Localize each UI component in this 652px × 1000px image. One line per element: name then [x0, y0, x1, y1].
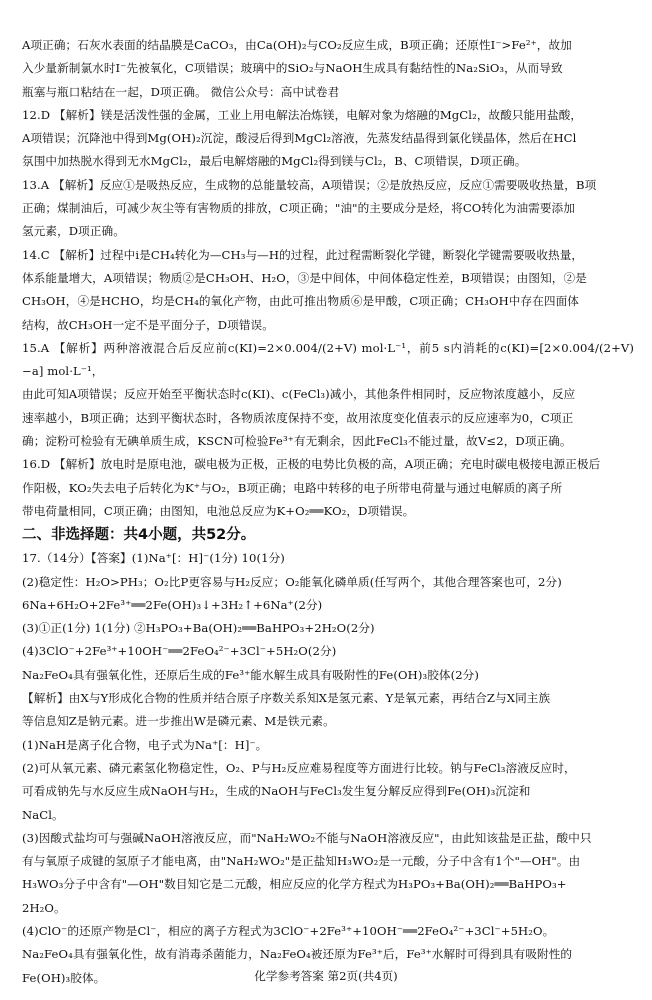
- text-line: (4)3ClO⁻+2Fe³⁺+10OH⁻══2FeO₄²⁻+3Cl⁻+5H₂O(2分): [22, 644, 337, 659]
- text-line: 14.C 【解析】过程中ⅰ是CH₄转化为—CH₃与—H的过程，此过程需断裂化学键，断裂化学键需要吸收热量，: [22, 247, 584, 262]
- text-line: 16.D 【解析】放电时是原电池，碳电极为正极，正极的电势比负极的高，A项正确；充电时碳电极接电源正极后: [22, 457, 601, 472]
- text-line: 速率越小，B项正确；达到平衡状态时，各物质浓度保持不变，故用浓度变化值表示的反应速率为0，C项正: [22, 410, 574, 425]
- text-line: NaCl。: [22, 807, 64, 822]
- answer-block-nonmcq: [22, 547, 634, 990]
- text-line: 带电荷量相同，C项正确；由图知，电池总反应为K+O₂══KO₂，D项错误。: [22, 503, 415, 518]
- text-line: (2)稳定性：H₂O>PH₃；O₂比P更容易与H₂反应；O₂能氧化磷单质(任写两个，其他合理答案也可，2分): [22, 574, 562, 589]
- text-line: Na₂FeO₄具有强氧化性，还原后生成的Fe³⁺能水解生成具有吸附性的Fe(OH)₃胶体(2分): [22, 667, 480, 682]
- text-line: 氛围中加热脱水得到无水MgCl₂，最后电解熔融的MgCl₂得到镁与Cl₂，B、C项错误，D项正确。: [22, 154, 527, 169]
- text-line: 【解析】由X与Y形成化合物的性质并结合原子序数关系知X是氢元素、Y是氧元素，再结合Z与X同主族: [22, 691, 551, 706]
- text-line: 可看成钠先与水反应生成NaOH与H₂，生成的NaOH与FeCl₃发生复分解反应得到Fe(OH)₃沉淀和: [22, 784, 531, 799]
- text-line: (3)①正(1分) 1(1分) ②H₃PO₃+Ba(OH)₂══BaHPO₃+2H₂O(2分): [22, 621, 375, 636]
- text-line: 入少量新制氯水时I⁻先被氧化，C项错误；玻璃中的SiO₂与NaOH生成具有黏结性的Na₂SiO₃，从而导致: [22, 61, 563, 76]
- text-line: Fe(OH)₃胶体。: [22, 970, 106, 985]
- text-line: 氢元素，D项正确。: [22, 224, 125, 239]
- text-line: 12.D 【解析】镁是活泼性强的金属，工业上用电解法冶炼镁，电解对象为熔融的MgCl₂，故酸只能用盐酸，: [22, 107, 583, 122]
- text-line: A项正确；石灰水表面的结晶膜是CaCO₃，由Ca(OH)₂与CO₂反应生成，B项正确；还原性I⁻>Fe²⁺，故加: [22, 38, 572, 52]
- text-line: 等信息知Z是钠元素。进一步推出W是磷元素、M是铁元素。: [22, 714, 335, 729]
- text-line: 15.A 【解析】两种溶液混合后反应前c(KI)=2×0.004/(2+V) mol·L⁻¹，前5 s内消耗的c(KI)=[2×0.004/(2+V)−a] mol·L⁻¹，: [22, 340, 634, 379]
- text-line: 13.A 【解析】反应①是吸热反应，生成物的总能量较高，A项错误；②是放热反应，反应①需要吸收热量，B项: [22, 177, 597, 192]
- answer-block-mcq: [22, 34, 634, 523]
- text-line: CH₃OH，④是HCHO，均是CH₄的氧化产物，由此可推出物质⑥是甲酸，C项正确；CH₃OH中存在四面体: [22, 294, 579, 309]
- text-line: 正确；煤制油后，可减少灰尘等有害物质的排放，C项正确；"油"的主要成分是烃，将CO转化为油需要添加: [22, 201, 575, 216]
- text-line: 作阳极，KO₂失去电子后转化为K⁺与O₂，B项正确；电路中转移的电子所带电荷量与通过电解质的离子所: [22, 480, 563, 495]
- text-line: 2H₂O。: [22, 900, 66, 915]
- text-line: 结构，故CH₃OH一定不是平面分子，D项错误。: [22, 317, 274, 332]
- text-line: 17.（14分）【答案】(1)Na⁺[：H]⁻(1分) 10(1分): [22, 551, 285, 566]
- text-line: 瓶塞与瓶口粘结在一起，D项正确。 微信公众号：高中试卷君: [22, 84, 340, 99]
- text-line: H₃WO₃分子中含有"—OH"数目知它是二元酸，相应反应的化学方程式为H₃PO₃+Ba(OH)₂══BaHPO₃+: [22, 877, 567, 892]
- page-footer: 化学参考答案 第2页(共4页): [254, 969, 398, 983]
- text-line: 有与氧原子成键的氢原子才能电离，由"NaH₂WO₂"是正盐知H₃WO₂是一元酸，分子中含有1个"—OH"。由: [22, 854, 581, 869]
- text-line: 体系能量增大，A项错误；物质②是CH₃OH、H₂O，③是中间体，中间体稳定性差，B项错误；由图知，②是: [22, 270, 587, 285]
- answer-page: [22, 34, 634, 990]
- text-line: (4)ClO⁻的还原产物是Cl⁻，相应的离子方程式为3ClO⁻+2Fe³⁺+10OH⁻══2FeO₄²⁻+3Cl⁻+5H₂O。: [22, 923, 555, 938]
- section-title: 二、非选择题：共4小题，共52分。: [22, 527, 256, 544]
- text-line: 确；淀粉可检验有无碘单质生成，KSCN可检验Fe³⁺有无剩余，因此FeCl₃不能过量，故V≤2，D项正确。: [22, 434, 572, 449]
- text-line: 6Na+6H₂O+2Fe³⁺══2Fe(OH)₃↓+3H₂↑+6Na⁺(2分): [22, 597, 323, 612]
- text-line: (3)因酸式盐均可与强碱NaOH溶液反应，而"NaH₂WO₂不能与NaOH溶液反应"，由此知该盐是正盐，酸中只: [22, 830, 592, 845]
- text-line: Na₂FeO₄具有强氧化性，故有消毒杀菌能力，Na₂FeO₄被还原为Fe³⁺后，Fe³⁺水解时可得到具有吸附性的: [22, 947, 573, 962]
- text-line: (2)可从氧元素、磷元素氢化物稳定性，O₂、P与H₂反应难易程度等方面进行比较。钠与FeCl₃溶液反应时，: [22, 760, 576, 775]
- text-line: A项错误；沉降池中得到Mg(OH)₂沉淀，酸浸后得到MgCl₂溶液，先蒸发结晶得到氯化镁晶体，然后在HCl: [22, 131, 577, 146]
- text-line: 由此可知A项错误；反应开始至平衡状态时c(KI)、c(FeCl₃)减小，其他条件相同时，反应物浓度越小，反应: [22, 387, 576, 402]
- text-line: (1)NaH是离子化合物，电子式为Na⁺[：H]⁻。: [22, 737, 268, 752]
